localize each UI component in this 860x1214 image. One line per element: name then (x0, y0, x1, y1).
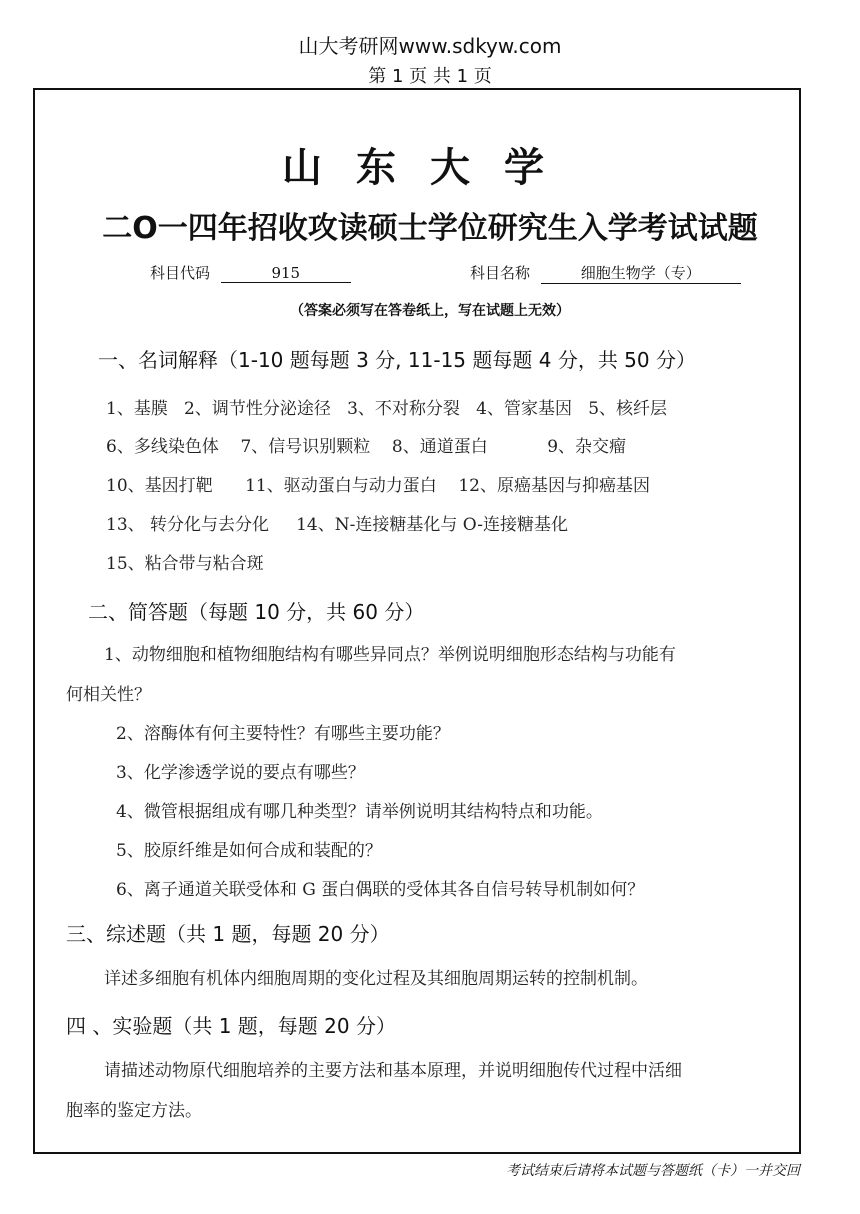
page-info: 第 1 页 共 1 页 (368, 66, 492, 87)
terms-row-2 (106, 432, 626, 457)
site-header: 山大考研网www.sdkyw.com (298, 34, 562, 58)
term: 12、原癌基因与抑癌基因 (458, 476, 650, 496)
question-2-2: 2、溶酶体有何主要特性？有哪些主要功能？ (116, 724, 450, 744)
question-3-1: 详述多细胞有机体内细胞周期的变化过程及其细胞周期运转的控制机制。 (104, 969, 648, 989)
question-2-1-cont: 何相关性？ (66, 685, 151, 705)
term: 7、信号识别颗粒 (240, 437, 371, 457)
section3-heading: 三、综述题（共 1 题，每题 20 分） (66, 922, 390, 946)
term: 15、粘合带与粘合斑 (106, 554, 264, 574)
term: 10、基因打靶 (106, 476, 213, 496)
term: 11、驱动蛋白与动力蛋白 (245, 476, 437, 496)
question-4-1-cont: 胞率的鉴定方法。 (66, 1101, 202, 1121)
question-2-4: 4、微管根据组成有哪几种类型？请举例说明其结构特点和功能。 (116, 802, 603, 822)
subject-name-label: 科目名称 (470, 264, 531, 282)
subject-code-value: 915 (221, 264, 351, 283)
term: 5、核纤层 (588, 399, 668, 419)
question-2-5: 5、胶原纤维是如何合成和装配的？ (116, 841, 382, 861)
terms-row-3 (106, 471, 650, 496)
term: 8、通道蛋白 (391, 437, 488, 457)
terms-row-4 (106, 510, 568, 535)
term: 3、不对称分裂 (347, 399, 460, 419)
term: 6、多线染色体 (106, 437, 219, 457)
question-2-3: 3、化学渗透学说的要点有哪些？ (116, 763, 365, 783)
term: 14、N-连接糖基化与 O-连接糖基化 (296, 515, 569, 535)
term: 1、基膜 (106, 399, 168, 419)
term: 2、调节性分泌途径 (184, 399, 331, 419)
subject-name (470, 262, 741, 284)
terms-row-5 (106, 549, 264, 574)
section1-heading: 一、名词解释（1-10 题每题 3 分, 11-15 题每题 4 分，共 50 分） (98, 348, 696, 372)
university-title: 山东大学 (282, 145, 578, 191)
subject-code-label: 科目代码 (150, 264, 211, 282)
term: 13、 转分化与去分化 (106, 515, 270, 535)
term: 9、杂交瘤 (547, 437, 627, 457)
footer-note: 考试结束后请将本试题与答题纸（卡）一并交回 (506, 1163, 800, 1179)
question-2-1: 1、动物细胞和植物细胞结构有哪些异同点？举例说明细胞形态结构与功能有 (104, 645, 676, 665)
terms-row-1 (106, 394, 667, 419)
subject-name-value: 细胞生物学（专） (541, 262, 741, 284)
subject-code (150, 262, 351, 283)
term: 4、管家基因 (476, 399, 572, 419)
answer-notice: （答案必须写在答卷纸上，写在试题上无效） (290, 303, 570, 319)
section2-heading: 二、简答题（每题 10 分，共 60 分） (88, 600, 425, 624)
section4-heading: 四 、实验题（共 1 题，每题 20 分） (66, 1014, 396, 1038)
question-4-1: 请描述动物原代细胞培养的主要方法和基本原理，并说明细胞传代过程中活细 (104, 1061, 682, 1081)
exam-subtitle: 二O一四年招收攻读硕士学位研究生入学考试试题 (102, 211, 758, 246)
question-2-6: 6、离子通道关联受体和 G 蛋白偶联的受体其各自信号转导机制如何？ (116, 880, 645, 900)
